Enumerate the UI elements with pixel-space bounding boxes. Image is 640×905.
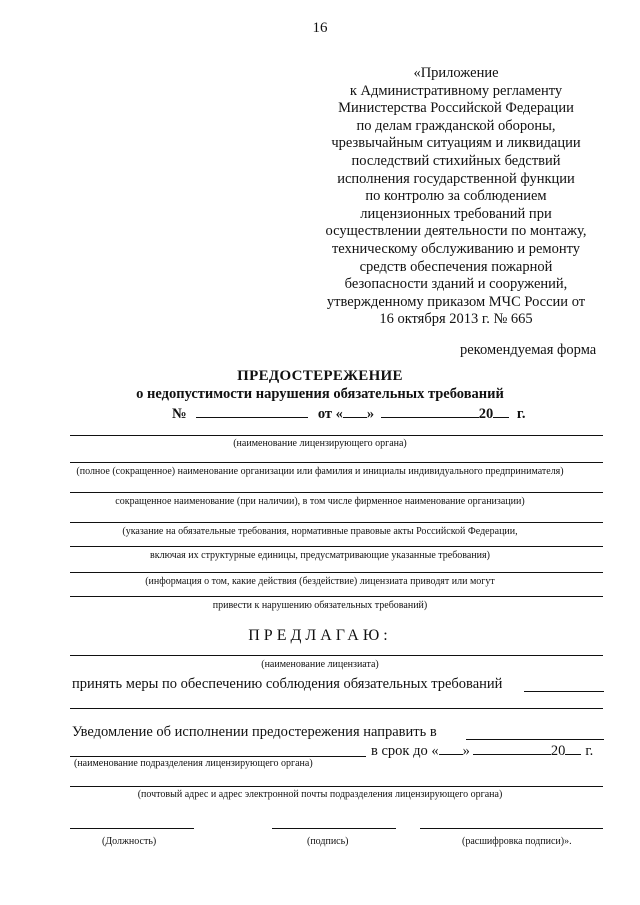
signature-line[interactable]: [272, 828, 396, 829]
deadline-year-suffix: г.: [585, 743, 594, 759]
short-name-line[interactable]: [70, 492, 603, 493]
recommended-form-label: рекомендуемая форма: [460, 342, 597, 358]
appendix-line: 16 октября 2013 г. № 665: [379, 311, 533, 328]
licensee-line[interactable]: [70, 655, 603, 656]
appendix-line: «Приложение: [413, 65, 499, 81]
notification-target-field[interactable]: [466, 739, 604, 740]
position-caption: (Должность): [102, 836, 157, 847]
deadline-quote-close: »: [462, 743, 470, 759]
page-number: 16: [312, 20, 328, 36]
number-field[interactable]: [196, 404, 308, 418]
quote-close: »: [366, 406, 375, 422]
appendix-line: техническому обслуживанию и ремонту: [331, 240, 581, 257]
month-field[interactable]: [381, 404, 479, 418]
appendix-line: чрезвычайным ситуациям и ликвидации: [331, 135, 581, 152]
requirements-caption-2: включая их структурные единицы, предусматривающие указанные требования): [150, 550, 490, 561]
licensing-body-line[interactable]: [70, 435, 603, 436]
take-measures-line-2[interactable]: [70, 708, 603, 709]
organization-line[interactable]: [70, 462, 603, 463]
number-date-line: [172, 404, 525, 423]
deadline-year-field[interactable]: [565, 741, 581, 755]
appendix-line: к Административному регламенту: [349, 82, 563, 99]
number-sign: №: [172, 406, 187, 422]
deadline-day-field[interactable]: [439, 741, 463, 755]
deadline-line: [371, 741, 593, 760]
licensee-caption: (наименование лицензиата): [261, 659, 379, 670]
appendix-line: Министерства Российской Федерации: [338, 100, 574, 117]
appendix-line: утвержденному приказом МЧС России от: [326, 293, 586, 310]
appendix-header: [300, 65, 612, 329]
organization-caption: (полное (сокращенное) наименование организации или фамилия и инициалы индивидуального предпринимателя): [76, 466, 564, 477]
actions-line-2[interactable]: [70, 596, 603, 597]
signature-caption: (подпись): [307, 836, 349, 847]
division-field[interactable]: [70, 756, 366, 757]
year-prefix: 20: [478, 406, 494, 422]
decryption-caption: (расшифровка подписи)».: [462, 836, 572, 847]
appendix-line: осуществлении деятельности по монтажу,: [325, 223, 587, 240]
actions-line[interactable]: [70, 572, 603, 573]
appendix-line: средств обеспечения пожарной: [359, 258, 553, 275]
year-field[interactable]: [493, 404, 509, 418]
appendix-line: по делам гражданской обороны,: [356, 117, 556, 134]
appendix-line: безопасности зданий и сооружений,: [344, 276, 568, 293]
appendix-line: лицензионных требований при: [360, 205, 552, 222]
division-caption: (наименование подразделения лицензирующего органа): [74, 758, 313, 769]
notification-text: Уведомление об исполнении предостережения направить в: [72, 724, 437, 740]
offer-heading: ПРЕДЛАГАЮ:: [248, 627, 392, 644]
requirements-caption: (указание на обязательные требования, нормативные правовые акты Российской Федерации,: [122, 526, 518, 537]
day-field[interactable]: [343, 404, 367, 418]
take-measures-field[interactable]: [524, 691, 604, 692]
appendix-line: последствий стихийных бедствий: [351, 152, 561, 169]
address-line[interactable]: [70, 786, 603, 787]
requirements-line-2[interactable]: [70, 546, 603, 547]
deadline-prefix: в срок до «: [371, 743, 439, 759]
decryption-line[interactable]: [420, 828, 603, 829]
deadline-month-field[interactable]: [473, 741, 551, 755]
licensing-body-caption: (наименование лицензирующего органа): [233, 438, 407, 449]
position-line[interactable]: [70, 828, 194, 829]
appendix-line: по контролю за соблюдением: [365, 188, 547, 205]
actions-caption: (информация о том, какие действия (бездействие) лицензиата приводят или могут: [145, 576, 495, 587]
date-from-label: от «: [317, 406, 343, 422]
deadline-year-prefix: 20: [550, 743, 566, 759]
requirements-line[interactable]: [70, 522, 603, 523]
address-caption: (почтовый адрес и адрес электронной почты подразделения лицензирующего органа): [137, 789, 503, 800]
actions-caption-2: привести к нарушению обязательных требований): [212, 600, 428, 611]
appendix-line: исполнения государственной функции: [337, 170, 575, 187]
document-title: ПРЕДОСТЕРЕЖЕНИЕ: [237, 368, 403, 384]
year-suffix: г.: [516, 406, 526, 422]
take-measures-text: принять меры по обеспечению соблюдения обязательных требований: [72, 676, 503, 692]
document-subtitle: о недопустимости нарушения обязательных требований: [136, 386, 504, 402]
short-name-caption: сокращенное наименование (при наличии), в том числе фирменное наименование организации): [115, 496, 525, 507]
